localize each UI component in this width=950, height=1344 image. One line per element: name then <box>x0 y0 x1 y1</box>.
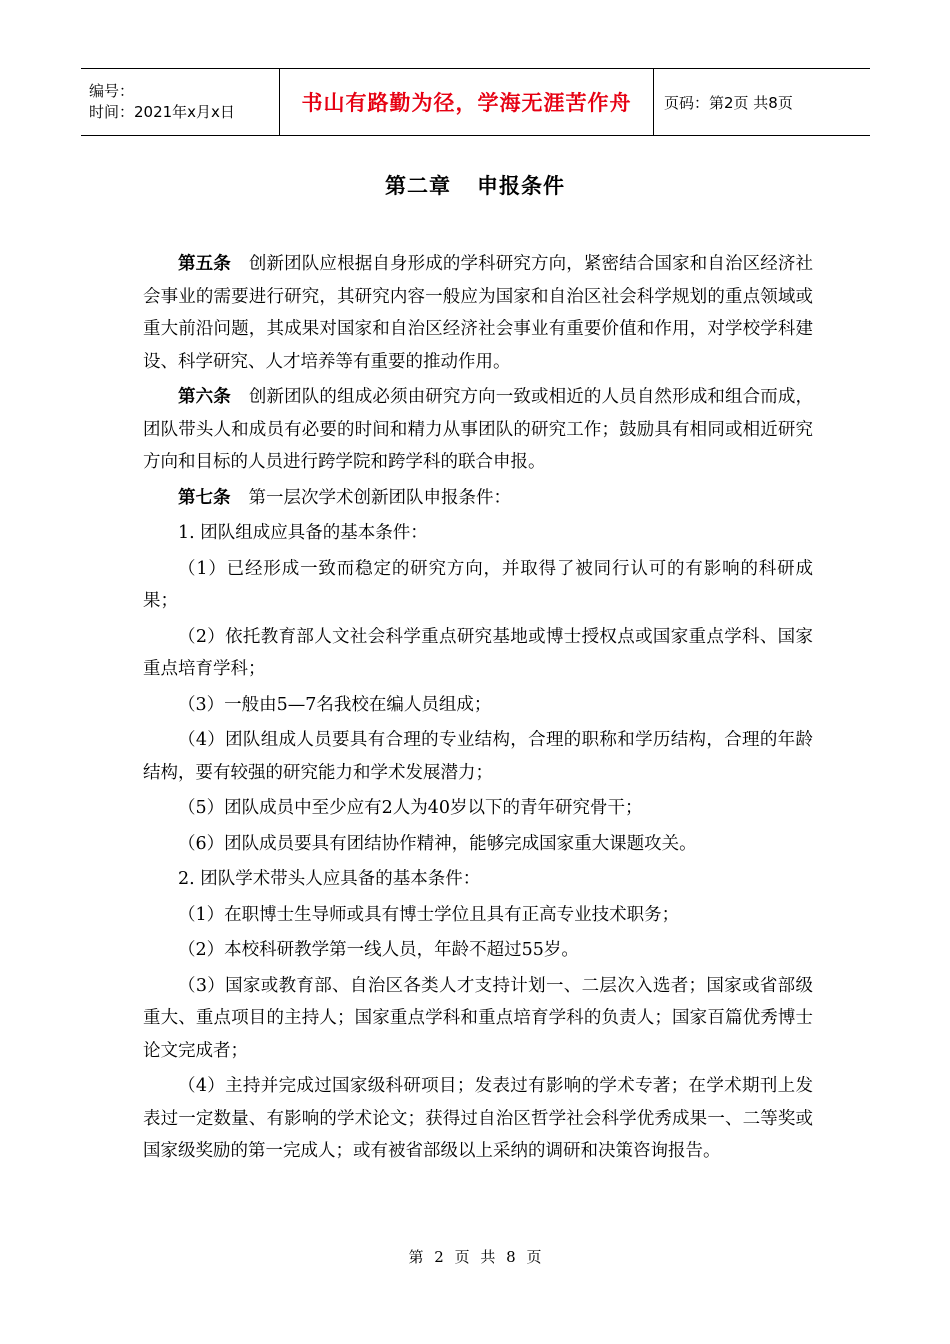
article-6: 第六条 创新团队的组成必须由研究方向一致或相近的人员自然形成和组合而成，团队带头人和成员有必要的时间和精力从事团队的研究工作；鼓励具有相同或相近研究方向和目标的人员进行跨学院和跨学科的联合申报。 <box>143 387 814 472</box>
page-footer: 第 2 页 共 8 页 <box>408 1248 542 1266</box>
list-item: （4）主持并完成过国家级科研项目；发表过有影响的学术专著；在学术期刊上发表过一定数量、有影响的学术论文；获得过自治区哲学社会科学优秀成果一、二等奖或国家级奖励的第一完成人；或有被省部级以上采纳的调研和决策咨询报告。 <box>143 1076 813 1161</box>
chapter-title <box>0 170 950 200</box>
chapter-number: 第二章 <box>385 174 451 198</box>
motto: 书山有路勤为径，学海无涯苦作舟 <box>301 91 632 115</box>
chapter-name: 申报条件 <box>477 174 565 198</box>
header-page-cell <box>654 69 870 135</box>
header-motto-cell <box>280 69 654 135</box>
section-2-title: 2. 团队学术带头人应具备的基本条件： <box>178 869 481 889</box>
list-item: （1）在职博士生导师或具有博士学位且具有正高专业技术职务； <box>178 904 680 925</box>
document-header <box>81 68 870 136</box>
list-item: （6）团队成员要具有团结协作精神，能够完成国家重大课题攻关。 <box>178 833 697 854</box>
list-item: （4）团队组成人员要具有合理的专业结构，合理的职称和学历结构，合理的年龄结构，要有较强的研究能力和学术发展潜力； <box>143 730 813 783</box>
article-7: 第七条 第一层次学术创新团队申报条件： <box>178 487 511 508</box>
page-info: 页码：第2页 共8页 <box>664 93 793 112</box>
section-1-title: 1. 团队组成应具备的基本条件： <box>178 523 428 543</box>
document-body <box>143 248 813 1168</box>
article-label: 第六条 <box>178 387 231 407</box>
date-label: 时间：2021年x月x日 <box>89 103 235 121</box>
list-item: （3）国家或教育部、自治区各类人才支持计划一、二层次入选者；国家或省部级重大、重点项目的主持人；国家重点学科和重点培育学科的负责人；国家百篇优秀博士论文完成者； <box>143 975 813 1061</box>
article-label: 第七条 <box>178 487 231 508</box>
number-label: 编号： <box>89 82 135 100</box>
article-5: 第五条 创新团队应根据自身形成的学科研究方向，紧密结合国家和自治区经济社会事业的需要进行研究，其研究内容一般应为国家和自治区社会科学规划的重点领域或重大前沿问题，其成果对国家和自治区经济社会事业有重要价值和作用，对学校学科建设、科学研究、人才培养等有重要的推动作用。 <box>143 254 814 372</box>
list-item: （3）一般由5—7名我校在编人员组成； <box>178 694 492 715</box>
article-label: 第五条 <box>178 254 231 274</box>
list-item: （5）团队成员中至少应有2人为40岁以下的青年研究骨干； <box>178 798 643 818</box>
list-item: （1）已经形成一致而稳定的研究方向，并取得了被同行认可的有影响的科研成果； <box>143 558 813 611</box>
list-item: （2）本校科研教学第一线人员，年龄不超过55岁。 <box>178 940 579 960</box>
header-meta <box>81 69 280 135</box>
list-item: （2）依托教育部人文社会科学重点研究基地或博士授权点或国家重点学科、国家重点培育学科； <box>143 626 813 679</box>
